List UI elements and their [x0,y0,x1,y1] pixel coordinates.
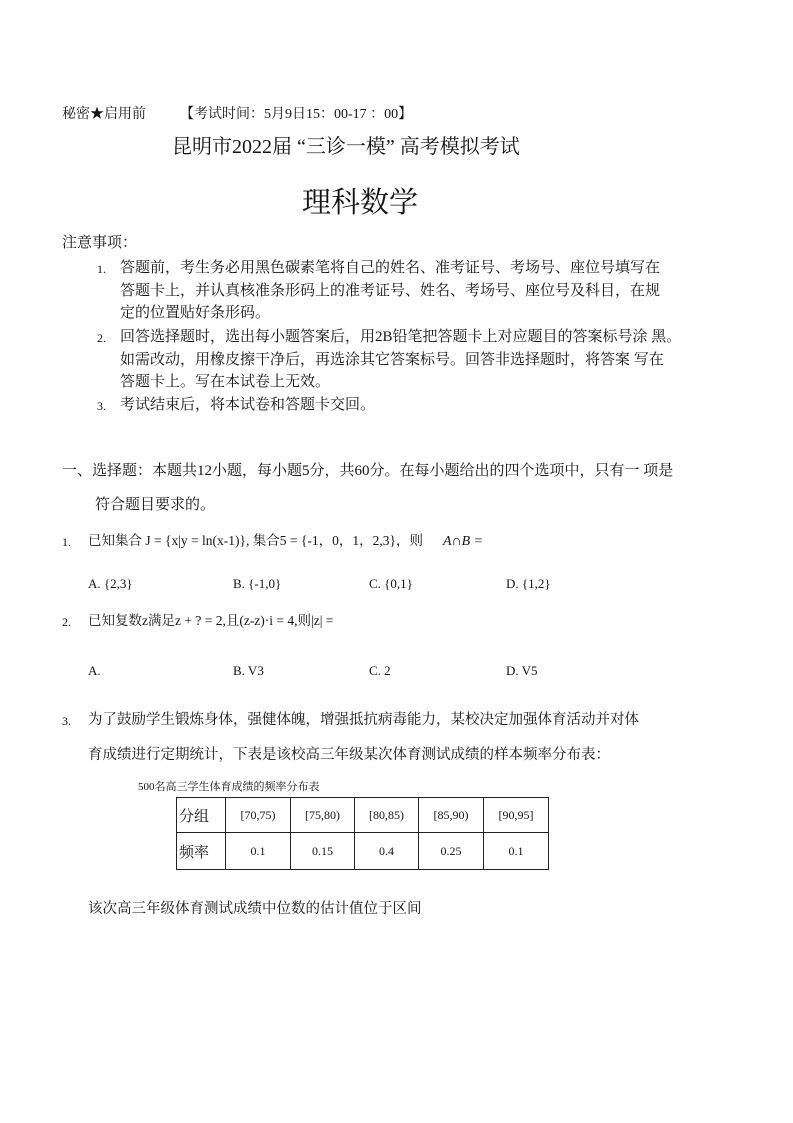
note-item-line: 答题前，考生务必用黑色碳素笔将自己的姓名、准考证号、考场号、座位号填写在 [120,260,661,276]
table-row-label: 分组 [177,798,226,833]
subject-title: 理科数学 [302,187,419,219]
note-item-number: 3. [97,399,106,413]
option-b: B. V3 [233,663,264,678]
table-cell: 0.25 [419,833,484,870]
table-cell: 0.4 [355,833,419,870]
question-expression: A∩B = [442,534,484,549]
option-d: D. {1,2} [506,576,551,591]
table-cell: [90,95] [484,798,549,833]
note-item-number: 1. [97,262,106,276]
question-number: 2. [62,615,71,629]
notes-heading: 注意事项： [62,235,138,251]
table-row-label: 频率 [177,833,226,870]
question-stem-text: 已知集合 J = {x|y = ln(x-1)}, 集合5 = {-1，0，1，2,3}，则 [88,533,423,548]
question-followup: 该次高三年级体育测试成绩中位数的估计值位于区间 [88,901,422,917]
option-a: A. [88,663,101,678]
table-row [177,833,549,870]
confidential-label: 秘密★启用前 [62,107,146,122]
table-cell: [75,80) [291,798,355,833]
table-cell: [85,90) [419,798,484,833]
note-item-line: 考试结束后，将本试卷和答题卡交回。 [120,397,376,413]
option-d: D. V5 [506,663,538,678]
question-number: 3. [62,714,71,728]
note-item-line: 回答选择题时，选出每小题答案后，用2B铅笔把答题卡上对应题目的答案标号涂 黑。 [120,329,682,345]
exam-title: 昆明市2022届 “三诊一模” 高考模拟考试 [172,136,520,158]
question-number: 1. [62,535,71,549]
question-stem: 已知复数z满足z + ? = 2,且(z-z)·i = 4,则|z| = [88,613,334,628]
note-item-line: 答题卡上。写在本试卷上无效。 [120,374,331,390]
question-stem: 为了鼓励学生锻炼身体，强健体魄，增强抵抗病毒能力，某校决定加强体育活动并对体 [88,712,639,728]
note-item-number: 2. [97,331,106,345]
table-cell: 0.1 [226,833,291,870]
option-c: C. 2 [369,663,391,678]
note-item-line: 答题卡上，并认真核准条形码上的准考证号、姓名、考场号、座位号及科目，在规 [120,283,661,299]
table-cell: 0.15 [291,833,355,870]
table-row [177,798,549,833]
table-cell: [70,75) [226,798,291,833]
table-caption: 500名高三学生体育成绩的频率分布表 [138,781,320,793]
table-cell: 0.1 [484,833,549,870]
option-c: C. {0,1} [369,576,413,591]
note-item-line: 定的位置贴好条形码。 [120,305,271,321]
section-heading: 一、选择题：本题共12小题，每小题5分，共60分。在每小题给出的四个选项中，只有一 项是 [62,463,674,479]
question-stem: 育成绩进行定期统计，下表是该校高三年级某次体育测试成绩的样本频率分布表： [88,747,610,763]
table-cell: [80,85) [355,798,419,833]
question-stem [88,532,483,551]
option-b: B. {-1,0} [233,576,282,591]
option-a: A. {2,3} [88,576,133,591]
note-item-line: 如需改动，用橡皮擦干净后，再选涂其它答案标号。回答非选择题时，将答案 写在 [120,352,664,368]
section-heading-continued: 符合题目要求的。 [95,497,216,513]
frequency-table [176,797,549,870]
exam-time: 【考试时间：5月9日15：00-17 ：00】 [180,107,413,122]
